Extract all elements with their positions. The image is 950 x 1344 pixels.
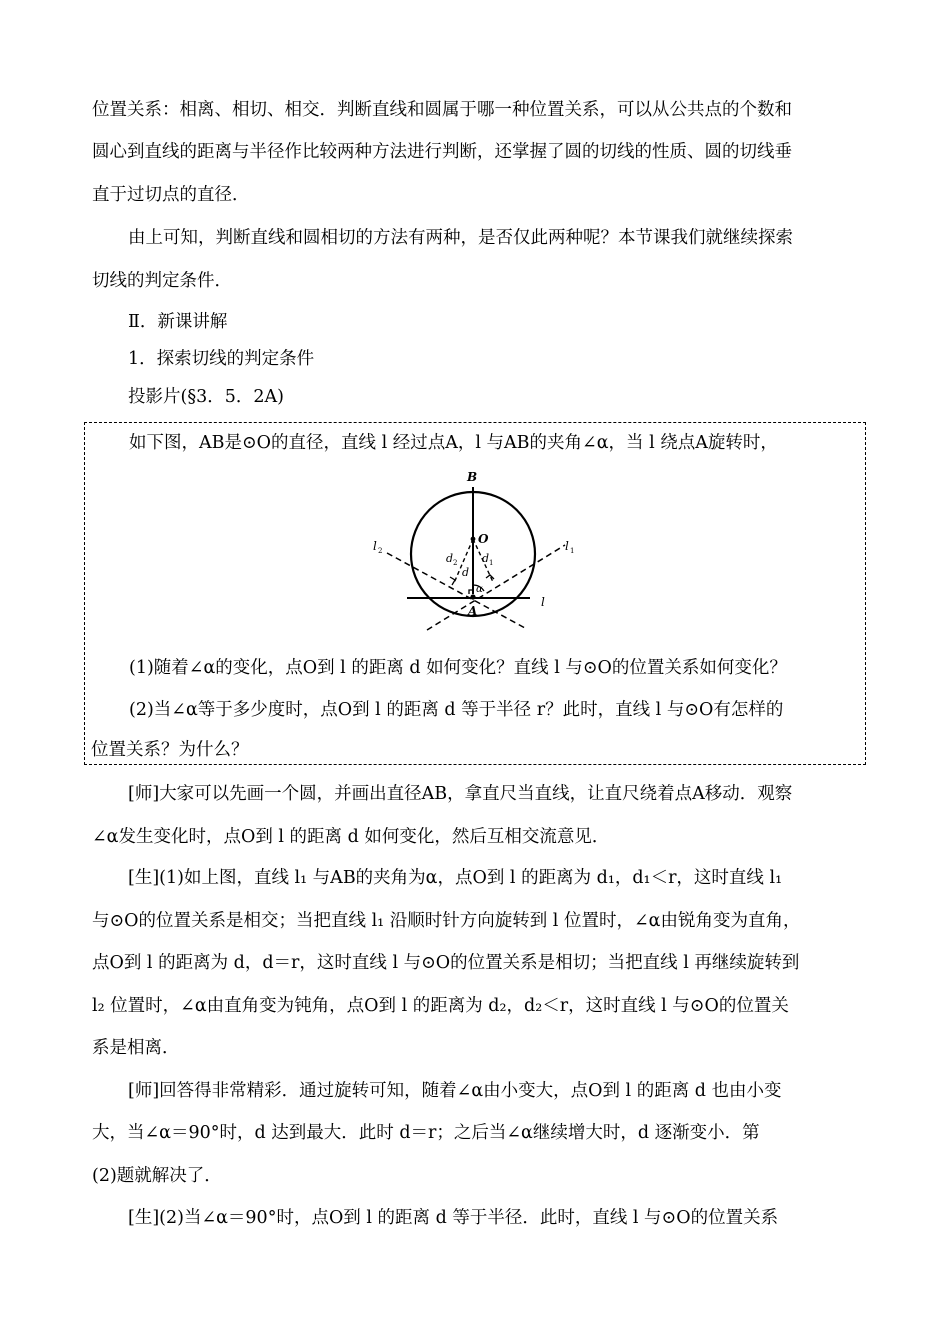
label-l1-sub: 1 xyxy=(570,547,575,555)
geometry-figure xyxy=(365,463,595,643)
label-d1-sub: 1 xyxy=(489,559,494,567)
text-line: l₂ 位置时，∠α由直角变为钝角，点O到 l 的距离为 d₂，d₂＜r，这时直线 l 与⊙O的位置关 xyxy=(92,996,789,1016)
box-question-2: (2)当∠α等于多少度时，点O到 l 的距离 d 等于半径 r？此时，直线 l 与⊙O有怎样的 xyxy=(129,700,784,720)
text-line: 切线的判定条件． xyxy=(92,271,232,291)
projection-box xyxy=(84,422,866,765)
text-line: 与⊙O的位置关系是相交；当把直线 l₁ 沿顺时针方向旋转到 l 位置时，∠α由锐角变为直角， xyxy=(92,911,801,931)
text-line: 大，当∠α＝90°时，d 达到最大．此时 d＝r；之后当∠α继续增大时，d 逐渐变小．第 xyxy=(92,1123,760,1143)
text-line: [师]回答得非常精彩．通过旋转可知，随着∠α由小变大，点O到 l 的距离 d 也由小变 xyxy=(128,1081,782,1101)
label-l2-sub: 2 xyxy=(378,547,383,555)
right-angle-mark xyxy=(486,575,494,579)
point-a xyxy=(470,594,475,599)
text-line: ∠α发生变化时，点O到 l 的距离 d 如何变化，然后互相交流意见． xyxy=(92,827,610,847)
right-angle-mark xyxy=(450,577,455,585)
label-l2: l xyxy=(373,539,377,553)
label-d2: d xyxy=(446,552,454,565)
label-l: l xyxy=(541,595,545,609)
text-line: [生](2)当∠α＝90°时，点O到 l 的距离 d 等于半径．此时，直线 l 与⊙O的位置关系 xyxy=(128,1208,779,1228)
subsection-heading: 1．探索切线的判定条件 xyxy=(128,349,315,369)
text-line: 圆心到直线的距离与半径作比较两种方法进行判断，还掌握了圆的切线的性质、圆的切线垂 xyxy=(92,142,792,162)
label-a: A xyxy=(468,604,478,618)
projection-label: 投影片(§3．5．2A) xyxy=(128,387,284,407)
text-line: 位置关系：相离、相切、相交．判断直线和圆属于哪一种位置关系，可以从公共点的个数和 xyxy=(92,100,792,120)
text-line: 点O到 l 的距离为 d，d＝r，这时直线 l 与⊙O的位置关系是相切；当把直线 l 再继续旋转到 xyxy=(92,953,800,973)
text-line: 直于过切点的直径． xyxy=(92,185,250,205)
point-o xyxy=(471,537,476,542)
label-d2-sub: 2 xyxy=(453,559,458,567)
label-o: O xyxy=(478,532,489,546)
label-d1: d xyxy=(482,552,490,565)
box-intro: 如下图，AB是⊙O的直径，直线 l 经过点A，l 与AB的夹角∠α，当 l 绕点A旋转时， xyxy=(129,433,778,453)
box-question-2-cont: 位置关系？为什么？ xyxy=(91,740,249,760)
label-l1: l xyxy=(565,539,569,553)
label-alpha: α xyxy=(476,584,483,595)
text-line: 系是相离． xyxy=(92,1038,180,1058)
text-line: 由上可知，判断直线和圆相切的方法有两种，是否仅此两种呢？本节课我们就继续探索 xyxy=(128,228,793,248)
box-question-1: (1)随着∠α的变化，点O到 l 的距离 d 如何变化？直线 l 与⊙O的位置关系如何变化？ xyxy=(129,658,787,678)
text-line: [生](1)如上图，直线 l₁ 与AB的夹角为α，点O到 l 的距离为 d₁，d₁＜r，这时直线 l₁ xyxy=(128,868,783,888)
text-line: (2)题就解决了． xyxy=(92,1166,222,1186)
section-heading: Ⅱ．新课讲解 xyxy=(128,312,228,332)
label-b: B xyxy=(467,470,478,484)
text-line: [师]大家可以先画一个圆，并画出直径AB，拿直尺当直线，让直尺绕着点A移动．观察 xyxy=(128,784,793,804)
label-d: d xyxy=(462,566,470,579)
